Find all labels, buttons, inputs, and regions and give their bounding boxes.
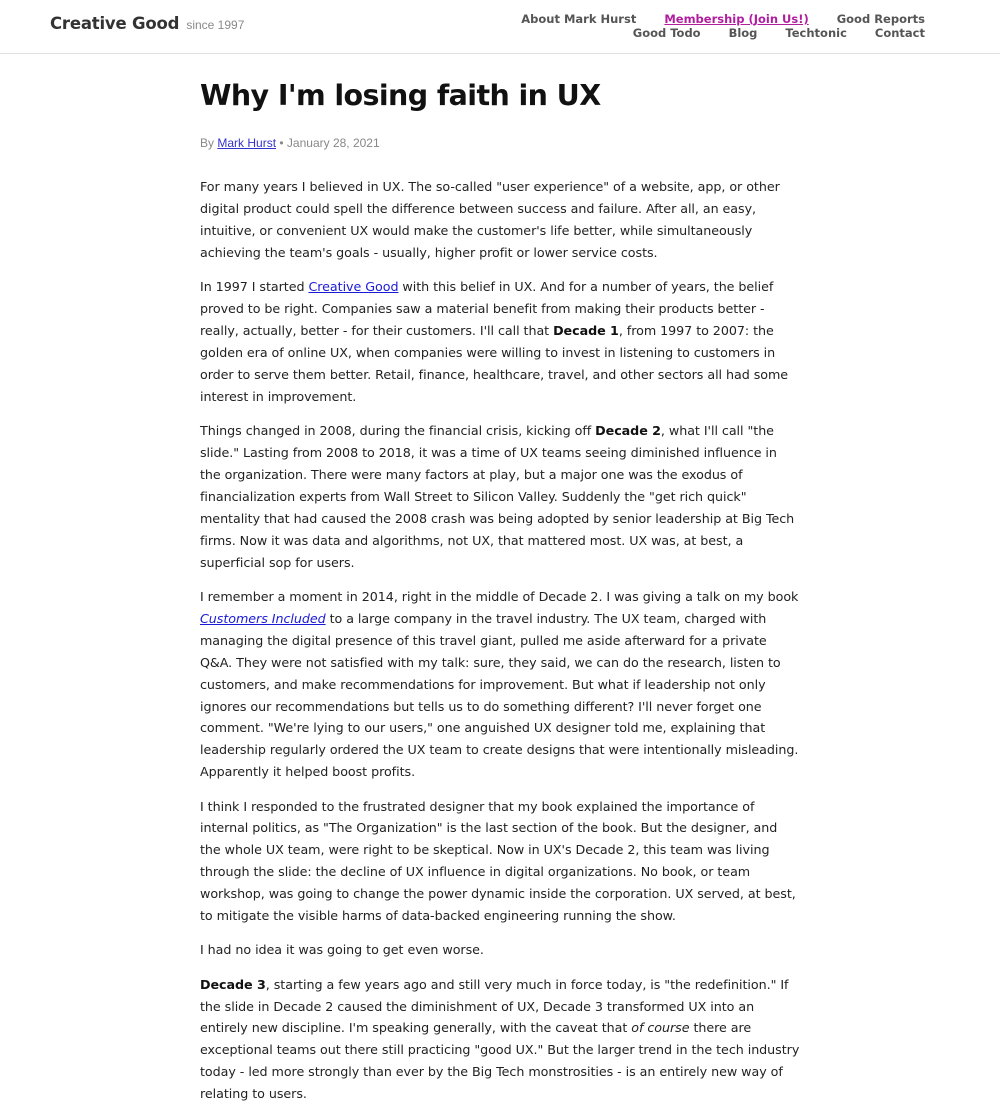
site-header bbox=[0, 0, 1000, 54]
author-link[interactable]: Mark Hurst bbox=[217, 136, 277, 150]
nav-about-mark-hurst[interactable]: About Mark Hurst bbox=[521, 12, 637, 26]
byline bbox=[200, 135, 800, 151]
paragraph-2-text-c: , from 1997 to 2007: the golden era of online UX, when companies were willing to invest in listening to customers in order to serve them better. Retail, finance, healthcare, travel, and other sectors all had some interest in improvement. bbox=[200, 322, 789, 404]
decade-1-label: Decade 1 bbox=[553, 322, 619, 338]
customers-included-book-link[interactable]: Customers Included bbox=[200, 610, 326, 626]
article-title: Why I'm losing faith in UX bbox=[200, 79, 601, 112]
publish-date: January 28, 2021 bbox=[286, 136, 380, 150]
decade-3-label: Decade 3 bbox=[200, 976, 266, 992]
nav-good-reports[interactable]: Good Reports bbox=[836, 12, 925, 26]
paragraph-2-text-a: In 1997 I started bbox=[200, 279, 309, 294]
paragraph-4-text-b: to a large company in the travel industry. The UX team, charged with managing the digital presence of this travel giant, pulled me aside afterward for a private Q&A. They were not satisfied with my talk: sure, they said, we can do the research, listen to customers, and make recommendations for improvement. But what if leadership not only ignores our recommendations but tells us to do something different? I'll never forget one comment. "We're lying to our users," one anguished UX designer told me, explaining that leadership regularly ordered the UX team to create designs that were intentionally misleading. Apparently it helped boost profits. bbox=[200, 610, 799, 780]
nav-row-2 bbox=[505, 26, 925, 40]
paragraph-4-text-a: I remember a moment in 2014, right in the middle of Decade 2. I was giving a talk on my book bbox=[200, 588, 799, 604]
article bbox=[200, 76, 800, 1117]
nav-techtonic[interactable]: Techtonic bbox=[785, 26, 847, 40]
decade-2-label: Decade 2 bbox=[595, 422, 661, 438]
nav-good-todo[interactable]: Good Todo bbox=[632, 26, 701, 40]
creative-good-link[interactable]: Creative Good bbox=[308, 279, 399, 294]
main-nav bbox=[505, 12, 925, 40]
paragraph-6: I had no idea it was going to get even worse. bbox=[200, 942, 484, 958]
nav-blog[interactable]: Blog bbox=[728, 26, 758, 40]
site-logo[interactable] bbox=[50, 14, 244, 33]
paragraph-1: For many years I believed in UX. The so-called "user experience" of a website, app, or other digital product could spell the difference between success and failure. After all, an easy, intuitive, or convenient UX would make the customer's life better, while simultaneously achieving the team's goals - usually, higher profit or lower service costs. bbox=[200, 179, 780, 260]
paragraph-3-text-b: , what I'll call "the slide." Lasting from 2008 to 2018, it was a time of UX teams seeing diminished influence in the organization. There were many factors at play, but a major one was the exodus of financialization experts from Wall Street to Silicon Valley. Suddenly the "get rich quick" mentality that had caused the 2008 crash was being adopted by senior leadership at Big Tech firms. Now it was data and algorithms, not UX, that mattered most. UX was, at best, a superficial sop for users. bbox=[200, 422, 795, 570]
site-name[interactable]: Creative Good bbox=[50, 14, 180, 33]
paragraph-2-text-b: with this belief in UX. And for a number of years, the belief proved to be right. Companies saw a material benefit from making their products better - really, actually, better - for their customers. I'll call that bbox=[200, 279, 774, 338]
paragraph-3 bbox=[200, 420, 800, 574]
byline-separator: • bbox=[279, 136, 284, 150]
paragraph-4 bbox=[200, 586, 800, 784]
nav-row-1 bbox=[505, 12, 925, 26]
paragraph-2 bbox=[200, 276, 800, 408]
site-tagline: since 1997 bbox=[186, 18, 245, 32]
paragraph-3-text-a: Things changed in 2008, during the financial crisis, kicking off bbox=[200, 422, 596, 438]
nav-contact[interactable]: Contact bbox=[874, 26, 925, 40]
of-course-emphasis: of course bbox=[631, 1020, 690, 1036]
paragraph-7-text-b: there are exceptional teams out there still practicing "good UX." But the larger trend in the tech industry today - led more strongly than ever by the Big Tech monstrosities - is an entirely new way of relating to users. bbox=[200, 1020, 800, 1102]
paragraph-5: I think I responded to the frustrated designer that my book explained the importance of internal politics, as "The Organization" is the last section of the book. But the designer, and the whole UX team, were right to be skeptical. Now in UX's Decade 2, this team was living through the slide: the decline of UX influence in digital organizations. No book, or team workshop, was going to change the power dynamic inside the corporation. UX served, at best, to mitigate the visible harms of data-backed engineering running the show. bbox=[200, 798, 796, 924]
nav-membership[interactable]: Membership (Join Us!) bbox=[664, 12, 809, 26]
byline-prefix: By bbox=[200, 136, 215, 150]
article-body bbox=[200, 176, 800, 1105]
paragraph-7 bbox=[200, 974, 800, 1106]
paragraph-7-text-a: , starting a few years ago and still very much in force today, is "the redefinition." If the slide in Decade 2 caused the diminishment of UX, Decade 3 transformed UX into an entirely new discipline. I'm speaking generally, with the caveat that bbox=[200, 976, 789, 1036]
